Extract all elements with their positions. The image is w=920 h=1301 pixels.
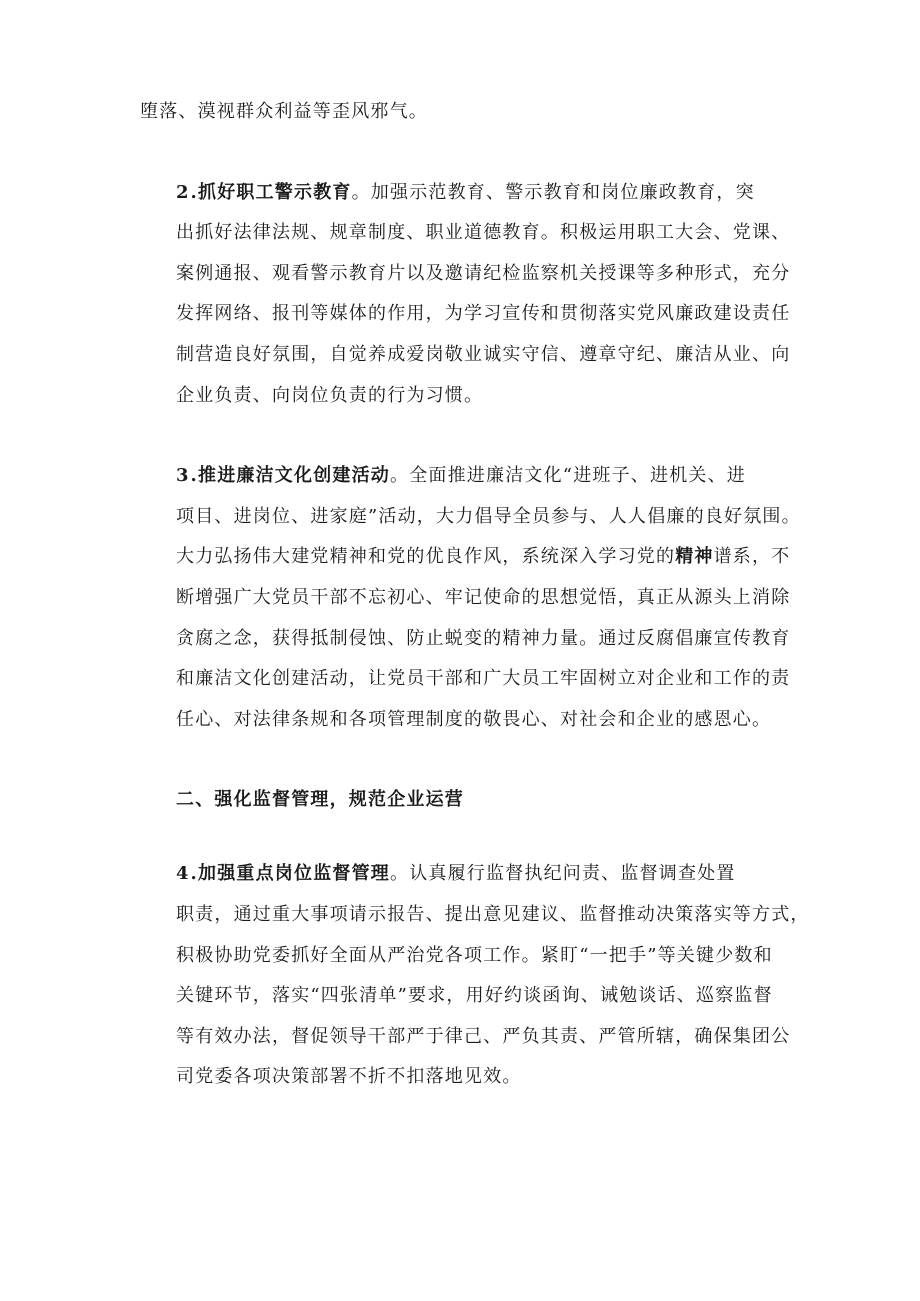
text-line: 断增强广大党员干部不忘初心、牢记使命的思想觉悟，真正从源头上消除 — [176, 586, 791, 608]
text-line: 等有效办法，督促领导干部严于律己、严负其责、严管所辖，确保集团公 — [176, 1025, 791, 1047]
text-line: 司党委各项决策部署不折不扣落地见效。 — [176, 1066, 522, 1088]
text-line — [140, 456, 785, 497]
item-title: .抓好职工警示教育 — [190, 181, 352, 203]
text-line: 任心、对法律条规和各项管理制度的敬畏心、对社会和企业的感恩心。 — [176, 708, 772, 730]
item-title: .推进廉洁文化创建活动 — [190, 465, 390, 487]
text-line: 发挥网络、报刊等媒体的作用，为学习宣传和贯彻落实党风廉政建设责任 — [176, 303, 791, 325]
text-line: 贪腐之念，获得抵制侵蚀、防止蜕变的精神力量。通过反腐倡廉宣传教育 — [176, 627, 791, 649]
text-line: 出抓好法律法规、规章制度、职业道德教育。积极运用职工大会、党课、 — [176, 222, 791, 244]
text-line — [140, 173, 785, 214]
text-segment: 。全面推进廉洁文化“进班子、进机关、进 — [390, 465, 747, 487]
text-line — [140, 854, 785, 895]
text-segment: 大力弘扬伟大建党精神和党的优良作风，系统深入学习党的 — [176, 546, 676, 568]
text-line: 和廉洁文化创建活动，让党员干部和广大员工牢固树立对企业和工作的责 — [176, 668, 791, 690]
text-line: 案例通报、观看警示教育片以及邀请纪检监察机关授课等多种形式，充分 — [176, 262, 791, 284]
text-segment: 。加强示范教育、警示教育和岗位廉政教育，突 — [351, 181, 755, 203]
paragraph-continuation — [140, 92, 785, 133]
text-line: 项目、进岗位、进家庭”活动，大力倡导全员参与、人人倡廉的良好氛围。 — [176, 505, 801, 527]
item-number: 3 — [176, 465, 191, 487]
item-title: .加强重点岗位监督管理 — [190, 863, 390, 885]
text-line — [140, 537, 791, 578]
text-line: 关键环节，落实“四张清单”要求，用好约谈函询、诫勉谈话、巡察监督 — [176, 985, 773, 1007]
item-number: 4 — [176, 863, 191, 885]
text-line: 制营造良好氛围，自觉养成爱岗敬业诚实守信、遵章守纪、廉洁从业、向 — [176, 343, 791, 365]
text-line: 堕落、漠视群众利益等歪风邪气。 — [140, 101, 428, 122]
emphasis-text: 精神 — [675, 546, 714, 568]
text-segment: 谱系，不 — [713, 546, 791, 568]
text-line: 积极协助党委抓好全面从严治党各项工作。紧盯“一把手”等关键少数和 — [176, 944, 773, 966]
paragraph-item-2 — [140, 173, 791, 417]
text-line: 职责，通过重大事项请示报告、提出意见建议、监督推动决策落实等方式， — [176, 903, 810, 925]
paragraph-item-3 — [140, 456, 801, 740]
paragraph-item-4 — [140, 854, 810, 1098]
text-line: 企业负责、向岗位负责的行为习惯。 — [176, 384, 484, 406]
document-page — [140, 92, 810, 1098]
section-heading: 二、强化监督管理，规范企业运营 — [176, 789, 464, 811]
item-number: 2 — [176, 181, 191, 203]
text-segment: 。认真履行监督执纪问责、监督调查处置 — [390, 863, 736, 885]
